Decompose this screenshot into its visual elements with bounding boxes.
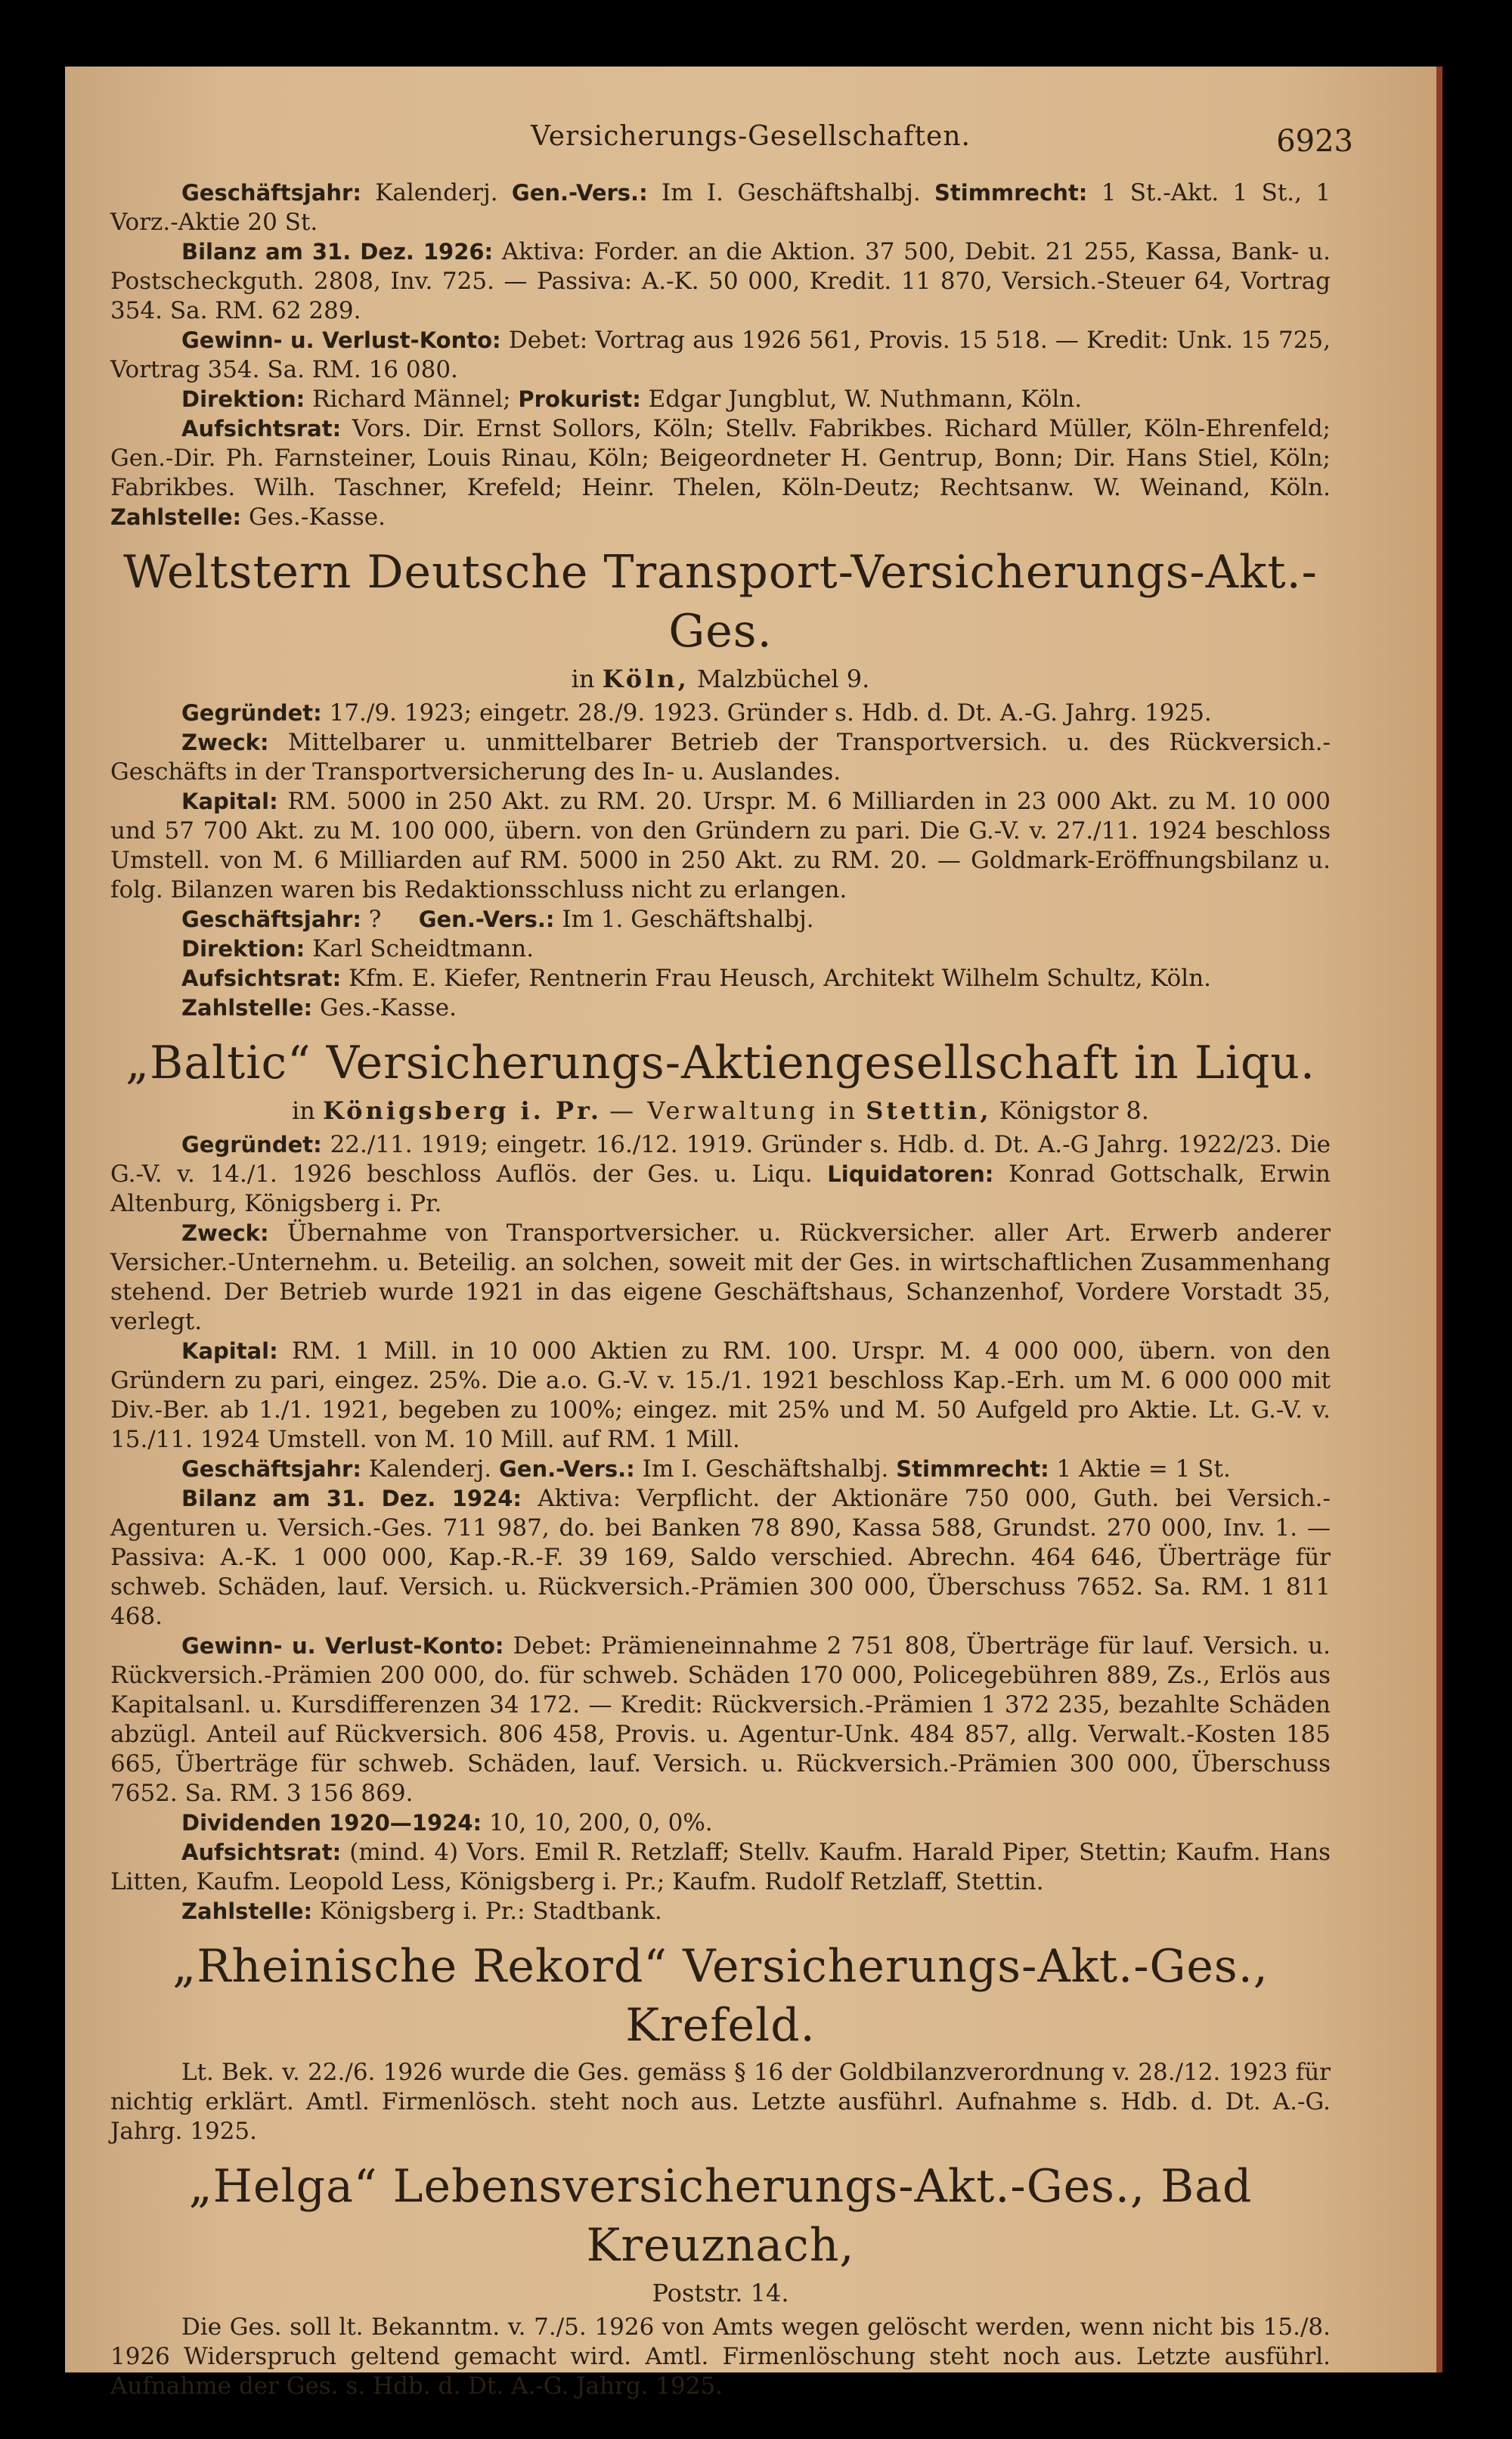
baltic-gewinn: Gewinn- u. Verlust-Konto: Debet: Prämieneinnahme 2 751 808, Überträge für lauf. Versich. u. Rückversich.-Prämien 200 000, do. für schweb. Schäden 170 000, Policegebühren 889, Zs., Erlös aus Kapitalsanl. u. Kursdifferenzen 34 172. — Kredit: Rückversich.-Prämien 1 372 235, bezahlte Schäden abzügl. Anteil auf Rückversich. 806 458, Provis. u. Agentur-Unk. 484 857, allg. Verwalt.-Kosten 185 665, Überträge für schweb. Schäden, lauf. Versich. u. Rückversich.-Prämien 300 000, Überschuss 7652. Sa. RM. 3 156 869. <box>110 1632 1331 1807</box>
running-header: Versicherungs-Gesellschaften. <box>531 121 971 152</box>
baltic-kapital: Kapital: RM. 1 Mill. in 10 000 Aktien zu RM. 100. Urspr. M. 4 000 000, übern. von den Gründern zu pari, eingez. 25%. Die a.o. G.-V. v. 15./1. 1921 beschloss Kap.-Erh. um M. 6 000 000 mit Div.-Ber. ab 1./1. 1921, begeben zu 100%; eingez. mit 25% und M. 50 Aufgeld pro Aktie. Lt. G.-V. v. 15./11. 1924 Umstell. von M. 10 Mill. auf RM. 1 Mill. <box>110 1337 1331 1453</box>
page-body <box>110 178 1331 2401</box>
baltic-gegruendet: Gegründet: 22./11. 1919; eingetr. 16./12. 1919. Gründer s. Hdb. d. Dt. A.-G Jahrg. 1922/23. Die G.-V. v. 14./1. 1926 beschloss Auflös. der Ges. u. Liqu. Liquidatoren: Konrad Gottschalk, Erwin Altenburg, Königsberg i. Pr. <box>110 1131 1331 1217</box>
weltstern-subtitle: in Köln, Malzbüchel 9. <box>571 665 870 693</box>
page-number: 6923 <box>1276 124 1353 159</box>
rheinische-title: „Rheinische Rekord“ Versicherungs-Akt.-Ges., Krefeld. <box>172 1940 1269 2052</box>
baltic-aufsichtsrat: Aufsichtsrat: (mind. 4) Vors. Emil R. Retzlaff; Stellv. Kaufm. Harald Piper, Stettin; Kaufm. Hans Litten, Kaufm. Leopold Less, Königsberg i. Pr.; Kaufm. Rudolf Retzlaff, Stettin. <box>110 1839 1331 1895</box>
baltic-title: „Baltic“ Versicherungs-Aktiengesellschaft in Liqu. <box>125 1037 1315 1089</box>
intro-direktion: Direktion: Richard Männel; Prokurist: Edgar Jungblut, W. Nuthmann, Köln. <box>181 386 1083 413</box>
rheinische-text: Lt. Bek. v. 22./6. 1926 wurde die Ges. gemäss § 16 der Goldbilanzverordnung v. 28./12. 1923 für nichtig erklärt. Amtl. Firmenlösch. steht noch aus. Letzte ausführl. Aufnahme s. Hdb. d. Dt. A.-G. Jahrg. 1925. <box>110 2059 1331 2145</box>
intro-gewinn: Gewinn- u. Verlust-Konto: Debet: Vortrag aus 1926 561, Provis. 15 518. — Kredit: Unk. 15 725, Vortrag 354. Sa. RM. 16 080. <box>110 327 1331 383</box>
baltic-geschaeftsjahr: Geschäftsjahr: Kalenderj. Gen.-Vers.: Im I. Geschäftshalbj. Stimmrecht: 1 Aktie = 1 St. <box>181 1455 1231 1483</box>
intro-aufsichtsrat: Aufsichtsrat: Vors. Dir. Ernst Sollors, Köln; Stellv. Fabrikbes. Richard Müller, Köln-Ehrenfeld; Gen.-Dir. Ph. Farnsteiner, Louis Rinau, Köln; Beigeordneter H. Gentrup, Bonn; Dir. Hans Stiel, Köln; Fabrikbes. Wilh. Taschner, Krefeld; Heinr. Thelen, Köln-Deutz; Rechtsanw. W. Weinand, Köln. Zahlstelle: Ges.-Kasse. <box>110 415 1331 531</box>
weltstern-zahlstelle: Zahlstelle: Ges.-Kasse. <box>181 994 457 1021</box>
weltstern-gegruendet: Gegründet: 17./9. 1923; eingetr. 28./9. 1923. Gründer s. Hdb. d. Dt. A.-G. Jahrg. 1925. <box>181 699 1212 727</box>
helga-subtitle: Poststr. 14. <box>652 2279 789 2307</box>
weltstern-zweck: Zweck: Mittelbarer u. unmittelbarer Betrieb der Transportversich. u. des Rückversich.-Geschäfts in der Transportversicherung des In- u. Auslandes. <box>110 729 1331 786</box>
baltic-subtitle: in Königsberg i. Pr. — Verwaltung in Stettin, Königstor 8. <box>292 1096 1149 1125</box>
weltstern-title: Weltstern Deutsche Transport-Versicherungs-Akt.-Ges. <box>123 546 1318 658</box>
intro-geschaeftsjahr: Geschäftsjahr: Kalenderj. Gen.-Vers.: Im I. Geschäftshalbj. Stimmrecht: 1 St.-Akt. 1 St., 1 Vorz.-Aktie 20 St. <box>110 179 1331 236</box>
weltstern-direktion: Direktion: Karl Scheidtmann. <box>181 935 534 962</box>
helga-text: Die Ges. soll lt. Bekanntm. v. 7./5. 1926 von Amts wegen gelöscht werden, wenn nicht bis 15./8. 1926 Widerspruch geltend gemacht wird. Amtl. Firmenlöschung steht noch aus. Letzte ausführl. Aufnahme der Ges. s. Hdb. d. Dt. A.-G. Jahrg. 1925. <box>110 2313 1331 2400</box>
weltstern-geschaeftsjahr: Geschäftsjahr: ? Gen.-Vers.: Im 1. Geschäftshalbj. <box>181 906 814 933</box>
weltstern-aufsichtsrat: Aufsichtsrat: Kfm. E. Kiefer, Rentnerin Frau Heusch, Architekt Wilhelm Schultz, Köln. <box>181 965 1212 992</box>
baltic-zweck: Zweck: Übernahme von Transportversicher. u. Rückversicher. aller Art. Erwerb anderer Versicher.-Unternehm. u. Beteilig. an solchen, soweit mit der Ges. in wirtschaftlichen Zusammenhang stehend. Der Betrieb wurde 1921 in das eigene Geschäftshaus, Schanzenhof, Vordere Vorstadt 35, verlegt. <box>110 1220 1331 1335</box>
baltic-bilanz: Bilanz am 31. Dez. 1924: Aktiva: Verpflicht. der Aktionäre 750 000, Guth. bei Versich.-Agenturen u. Versich.-Ges. 711 987, do. bei Banken 78 890, Kassa 588, Grundst. 270 000, Inv. 1. — Passiva: A.-K. 1 000 000, Kap.-R.-F. 39 169, Saldo verschied. Abrechn. 464 646, Überträge für schweb. Schäden, lauf. Versich. u. Rückversich.-Prämien 300 000, Überschuss 7652. Sa. RM. 1 811 468. <box>110 1485 1331 1630</box>
intro-bilanz: Bilanz am 31. Dez. 1926: Aktiva: Forder. an die Aktion. 37 500, Debit. 21 255, Kassa, Bank- u. Postscheckguth. 2808, Inv. 725. — Passiva: A.-K. 50 000, Kredit. 11 870, Versich.-Steuer 64, Vortrag 354. Sa. RM. 62 289. <box>110 238 1331 324</box>
weltstern-kapital: Kapital: RM. 5000 in 250 Akt. zu RM. 20. Urspr. M. 6 Milliarden in 23 000 Akt. zu M. 10 000 und 57 700 Akt. zu M. 100 000, übern. von den Gründern zu pari. Die G.-V. v. 27./11. 1924 beschloss Umstell. von M. 6 Milliarden auf RM. 5000 in 250 Akt. zu RM. 20. — Goldmark-Eröffnungsbilanz u. folg. Bilanzen waren bis Redaktionsschluss nicht zu erlangen. <box>110 788 1331 903</box>
baltic-dividenden: Dividenden 1920—1924: 10, 10, 200, 0, 0%. <box>181 1809 713 1836</box>
baltic-zahlstelle: Zahlstelle: Königsberg i. Pr.: Stadtbank. <box>181 1898 662 1925</box>
helga-title: „Helga“ Lebensversicherungs-Akt.-Ges., Bad Kreuznach, <box>188 2160 1253 2272</box>
page <box>65 67 1442 2400</box>
